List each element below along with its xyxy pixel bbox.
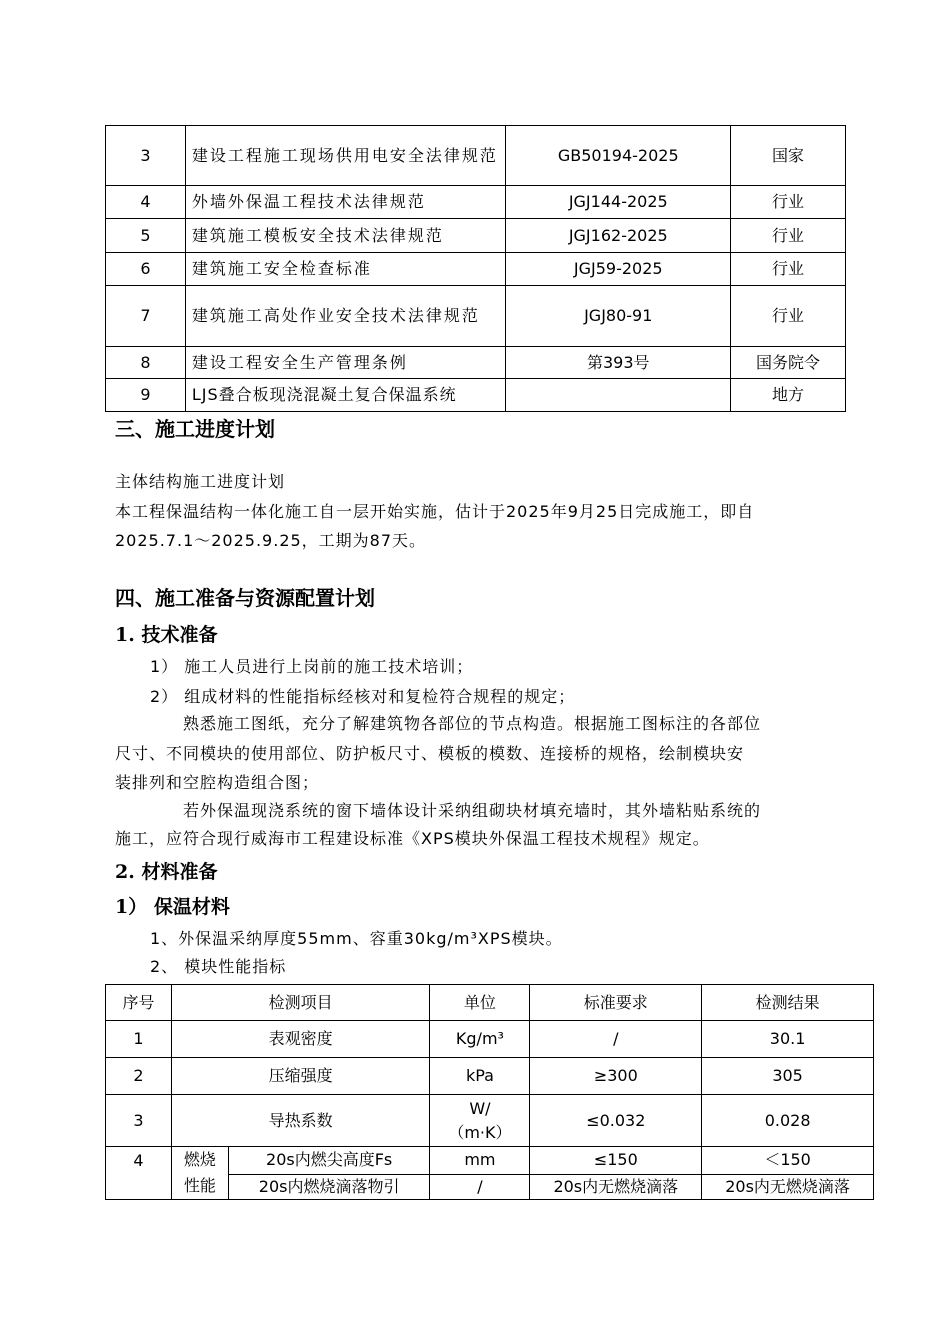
standard-code: JGJ144-2025 bbox=[506, 186, 731, 219]
row-number: 4 bbox=[106, 186, 186, 219]
test-item: 压缩强度 bbox=[171, 1058, 430, 1095]
section-heading-preparation: 四、施工准备与资源配置计划 bbox=[115, 586, 375, 610]
column-header: 标准要求 bbox=[530, 985, 702, 1021]
tech-prep-paragraph-line: 施工，应符合现行威海市工程建设标准《XPS模块外保温工程技术规程》规定。 bbox=[115, 829, 710, 848]
column-header: 单位 bbox=[430, 985, 530, 1021]
table-row bbox=[106, 126, 846, 186]
table-row bbox=[106, 1058, 874, 1095]
standard-code bbox=[506, 379, 731, 412]
standard-level: 国家 bbox=[731, 126, 846, 186]
requirement-cell: ≤0.032 bbox=[530, 1095, 702, 1147]
standard-code: JGJ59-2025 bbox=[506, 253, 731, 286]
unit-cell: Kg/m³ bbox=[430, 1021, 530, 1058]
requirement-cell: / bbox=[530, 1021, 702, 1058]
schedule-paragraph-line: 2025.7.1～2025.9.25，工期为87天。 bbox=[115, 531, 427, 550]
standards-table bbox=[105, 125, 846, 412]
result-cell: 20s内无燃烧滴落 bbox=[702, 1174, 874, 1199]
row-number: 8 bbox=[106, 347, 186, 379]
unit-cell bbox=[430, 1095, 530, 1147]
standard-name: 建筑施工安全检查标准 bbox=[185, 253, 505, 286]
combustion-group-label bbox=[171, 1147, 228, 1200]
material-item: 2、 模块性能指标 bbox=[150, 957, 287, 976]
tech-prep-item: 2） 组成材料的性能指标经核对和复检符合规程的规定； bbox=[150, 687, 576, 706]
standard-level: 行业 bbox=[731, 286, 846, 347]
standard-name: 建设工程安全生产管理条例 bbox=[185, 347, 505, 379]
row-number: 7 bbox=[106, 286, 186, 347]
group-label-line: 燃烧 bbox=[183, 1150, 216, 1169]
requirement-cell: 20s内无燃烧滴落 bbox=[530, 1174, 702, 1199]
table-row bbox=[106, 186, 846, 219]
row-number: 9 bbox=[106, 379, 186, 412]
unit-line: W/ bbox=[469, 1098, 491, 1118]
row-number: 5 bbox=[106, 219, 186, 253]
table-row bbox=[106, 1021, 874, 1058]
standard-code: GB50194-2025 bbox=[506, 126, 731, 186]
standard-name: 建设工程施工现场供用电安全法律规范 bbox=[185, 126, 505, 186]
material-prep-heading: 2. 材料准备 bbox=[115, 861, 218, 883]
unit-line: （m·K） bbox=[448, 1122, 512, 1142]
test-item: 20s内燃尖高度Fs bbox=[228, 1147, 430, 1175]
row-number: 1 bbox=[106, 1021, 172, 1058]
row-number: 3 bbox=[106, 126, 186, 186]
result-cell: ＜150 bbox=[702, 1147, 874, 1175]
tech-prep-paragraph-line: 尺寸、不同模块的使用部位、防护板尺寸、模板的模数、连接桥的规格，绘制模块安 bbox=[115, 744, 745, 763]
standard-name: 建筑施工模板安全技术法律规范 bbox=[185, 219, 505, 253]
table-row bbox=[106, 253, 846, 286]
standard-level: 行业 bbox=[731, 253, 846, 286]
material-item: 1、外保温采纳厚度55mm、容重30kg/m³XPS模块。 bbox=[150, 929, 563, 948]
group-label-line: 性能 bbox=[183, 1176, 216, 1195]
tech-prep-paragraph-line: 熟悉施工图纸，充分了解建筑物各部位的节点构造。根据施工图标注的各部位 bbox=[183, 714, 762, 733]
requirement-cell: ≥300 bbox=[530, 1058, 702, 1095]
test-item: 20s内燃烧滴落物引 bbox=[228, 1174, 430, 1199]
standard-level: 国务院令 bbox=[731, 347, 846, 379]
standard-code: JGJ80-91 bbox=[506, 286, 731, 347]
tech-prep-paragraph-line: 若外保温现浇系统的窗下墙体设计采纳组砌块材填充墙时，其外墙粘贴系统的 bbox=[183, 801, 762, 820]
result-cell: 0.028 bbox=[702, 1095, 874, 1147]
table-row bbox=[106, 347, 846, 379]
unit-cell: kPa bbox=[430, 1058, 530, 1095]
unit-cell: mm bbox=[430, 1147, 530, 1175]
standard-name: 外墙外保温工程技术法律规范 bbox=[185, 186, 505, 219]
schedule-paragraph-line: 本工程保温结构一体化施工自一层开始实施，估计于2025年9月25日完成施工，即自 bbox=[115, 502, 755, 521]
column-header: 序号 bbox=[106, 985, 172, 1021]
performance-table bbox=[105, 984, 874, 1200]
table-row bbox=[106, 379, 846, 412]
column-header: 检测项目 bbox=[171, 985, 430, 1021]
standard-level: 地方 bbox=[731, 379, 846, 412]
requirement-cell: ≤150 bbox=[530, 1147, 702, 1175]
unit-cell: / bbox=[430, 1174, 530, 1199]
tech-prep-item: 1） 施工人员进行上岗前的施工技术培训； bbox=[150, 657, 474, 676]
standard-code: JGJ162-2025 bbox=[506, 219, 731, 253]
row-number: 4 bbox=[106, 1147, 172, 1200]
table-row bbox=[106, 1095, 874, 1147]
standard-name: LJS叠合板现浇混凝土复合保温系统 bbox=[185, 379, 505, 412]
test-item: 表观密度 bbox=[171, 1021, 430, 1058]
tech-prep-paragraph-line: 装排列和空腔构造组合图； bbox=[115, 773, 320, 792]
test-item: 导热系数 bbox=[171, 1095, 430, 1147]
table-row bbox=[106, 1147, 874, 1175]
section-heading-schedule: 三、施工进度计划 bbox=[115, 417, 275, 441]
standard-level: 行业 bbox=[731, 219, 846, 253]
standard-code: 第393号 bbox=[506, 347, 731, 379]
table-row bbox=[106, 286, 846, 347]
result-cell: 30.1 bbox=[702, 1021, 874, 1058]
standard-level: 行业 bbox=[731, 186, 846, 219]
tech-prep-heading: 1. 技术准备 bbox=[115, 624, 218, 646]
schedule-subtitle: 主体结构施工进度计划 bbox=[115, 472, 286, 491]
table-row bbox=[106, 219, 846, 253]
column-header: 检测结果 bbox=[702, 985, 874, 1021]
row-number: 3 bbox=[106, 1095, 172, 1147]
row-number: 6 bbox=[106, 253, 186, 286]
row-number: 2 bbox=[106, 1058, 172, 1095]
table-header-row bbox=[106, 985, 874, 1021]
insulation-material-heading: 1） 保温材料 bbox=[115, 896, 230, 918]
result-cell: 305 bbox=[702, 1058, 874, 1095]
standard-name: 建筑施工高处作业安全技术法律规范 bbox=[185, 286, 505, 347]
